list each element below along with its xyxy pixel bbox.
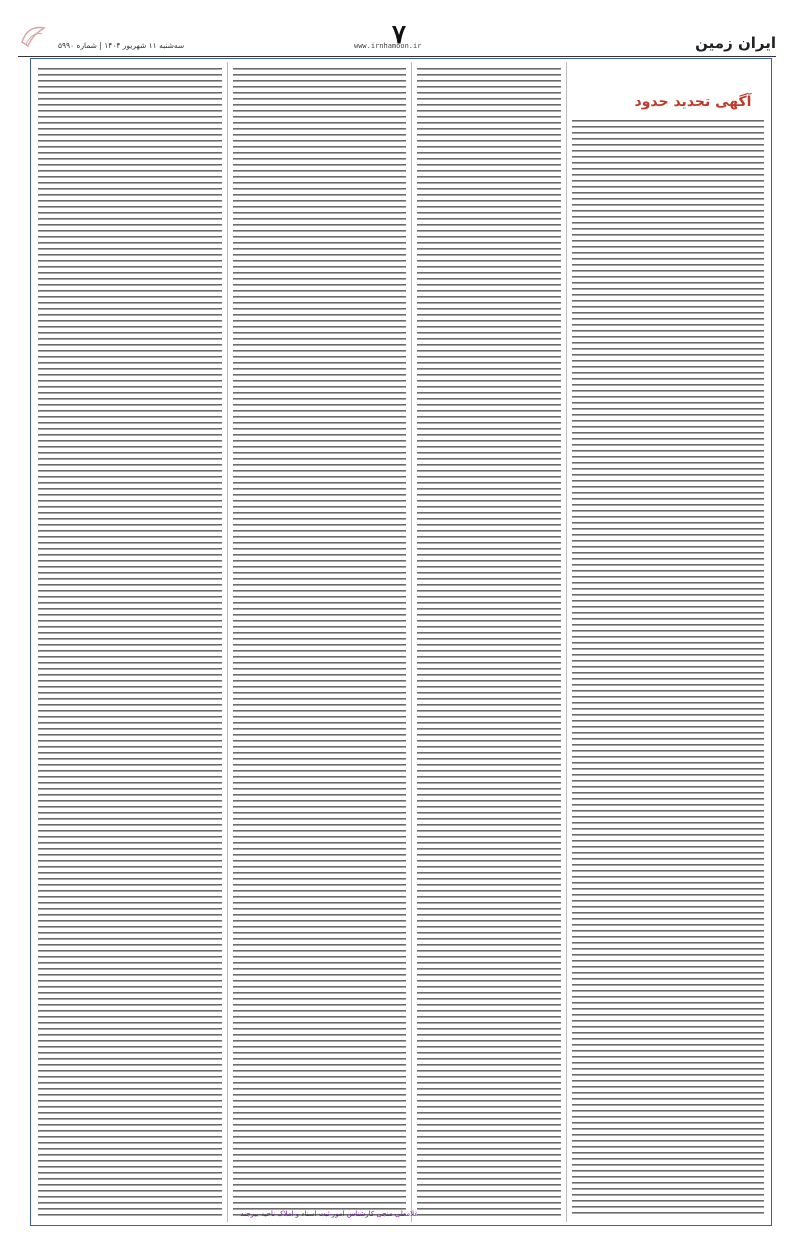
notice-column-4 [570, 118, 766, 1222]
dense-text-lines [570, 118, 766, 1218]
header-rule [18, 56, 776, 57]
newspaper-logo-icon [18, 20, 48, 50]
notice-column-1 [36, 66, 224, 1222]
dense-text-lines [231, 66, 408, 1216]
issue-date-number: سه‌شنبه ۱۱ شهریور ۱۴۰۴ | شماره ۵۹۹۰ [58, 41, 185, 50]
newspaper-name: ایران زمین [695, 34, 776, 52]
masthead [18, 20, 776, 56]
column-divider [566, 62, 567, 1222]
dense-text-lines [36, 66, 224, 1216]
column-divider [411, 62, 412, 1222]
notice-title: آگهی تحدید حدود [634, 94, 752, 110]
dense-text-lines [415, 66, 563, 1216]
page-number: ۷ [392, 20, 406, 50]
notice-column-3 [415, 66, 563, 1222]
website-url: www.irnhamoon.ir [354, 42, 422, 50]
column-divider [227, 62, 228, 1222]
signature-footer: غلامعلی منجی کارشناس امور ثبت اسناد و املاک ناحیه بیرجند [240, 1210, 418, 1218]
notice-column-2 [231, 66, 408, 1222]
